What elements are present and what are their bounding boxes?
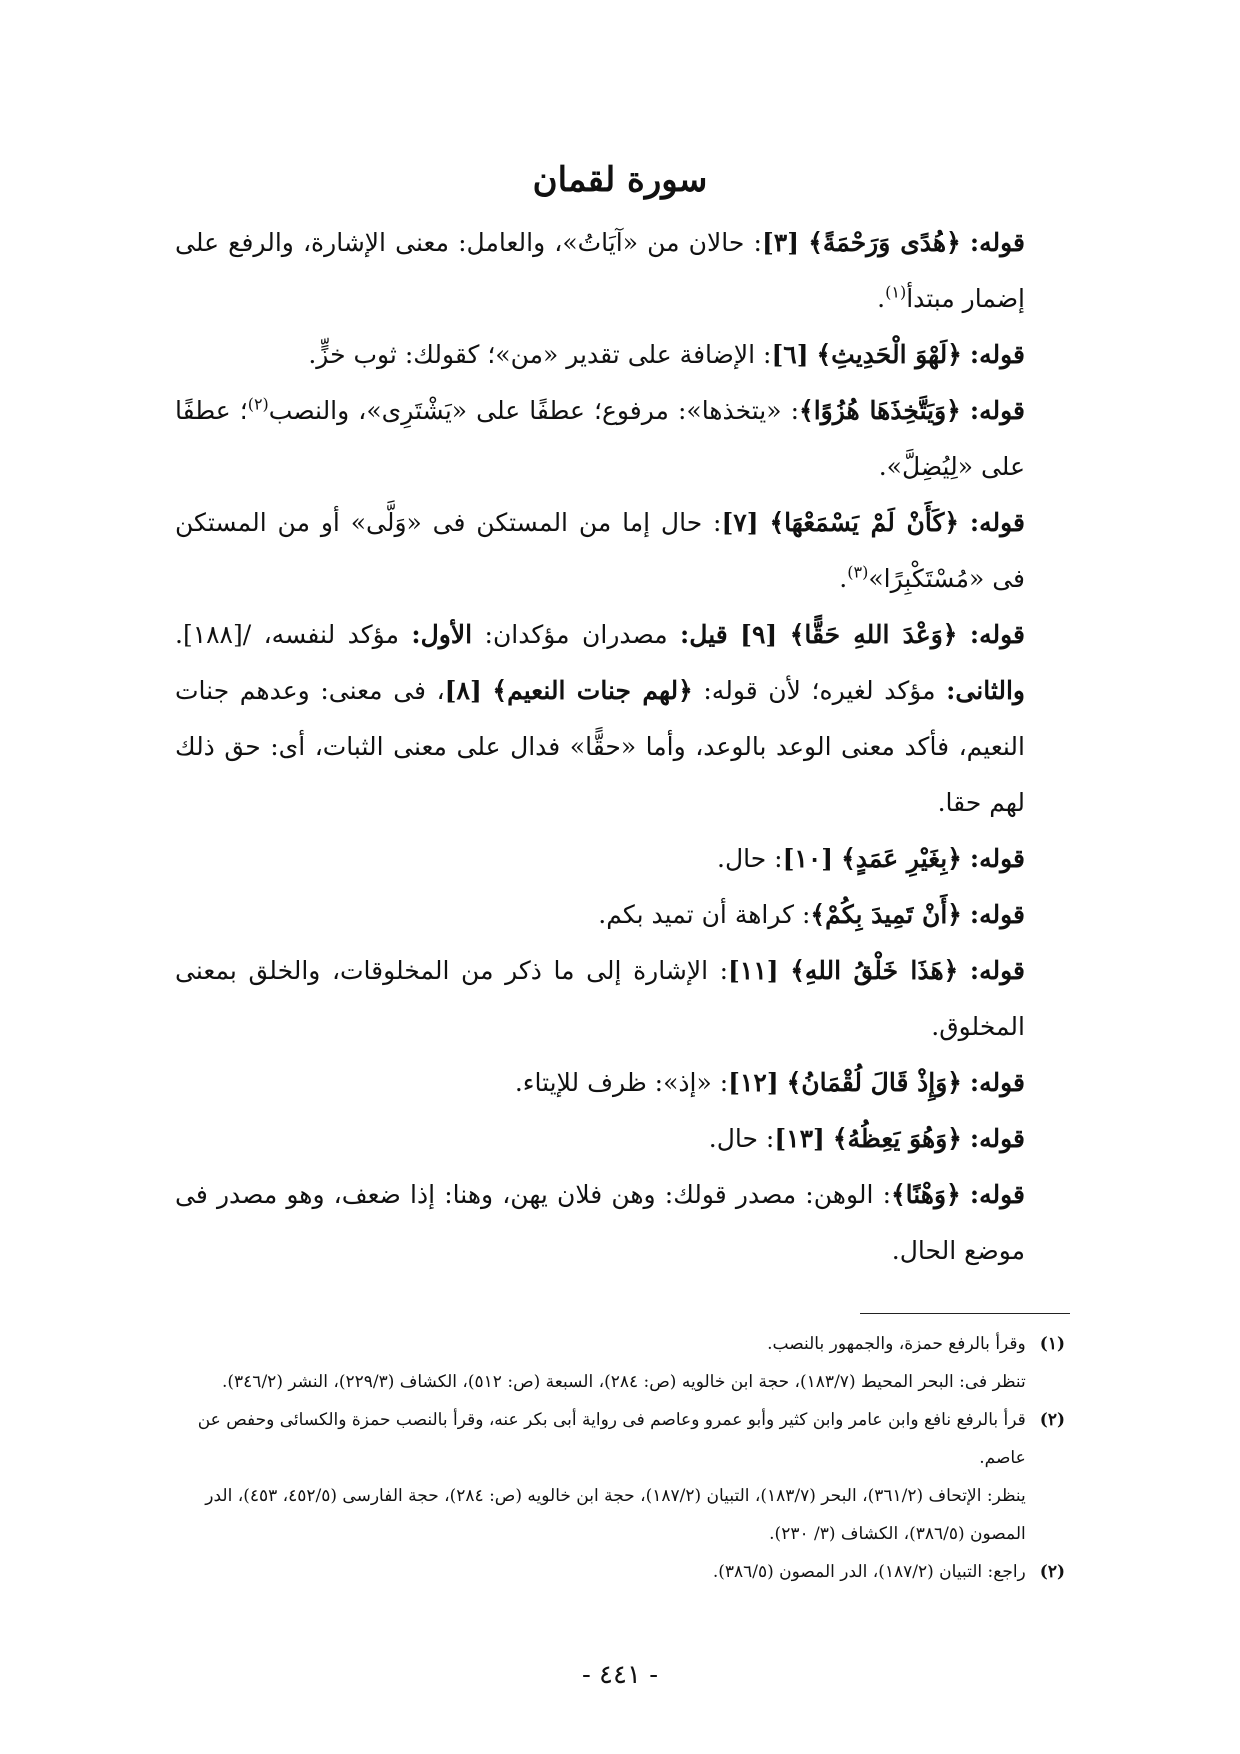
quran-phrase: ﴿هُدًى وَرَحْمَةً﴾ — [808, 228, 961, 257]
entry-text: : حال إما من المستكن فى «وَلَّى» أو من المستكن فى «مُسْتَكْبِرًا» — [175, 508, 1025, 593]
entry-tail: ؛ عطفًا على «لِيُضِلَّ». — [175, 396, 1025, 481]
quran-phrase: ﴿وَيَتَّخِذَهَا هُزُوًا﴾ — [799, 396, 961, 425]
footnote-divider — [860, 1313, 1070, 1314]
footnote-number: (١) — [1039, 1334, 1065, 1354]
footnote-line: راجع: التبيان (١٨٧/٢)، الدر المصون (٣٨٦/٥). — [712, 1562, 1026, 1582]
entry-text: : كراهة أن تميد بكم. — [598, 900, 811, 929]
entry-khalq — [175, 943, 1065, 1055]
footnote-line: قرأ بالرفع نافع وابن عامر وابن كثير وأبو عمرو وعاصم فى رواية أبى بكر عنه، وقرأ بالنصب حمزة والكسائى وحفص عن عاصم. — [197, 1410, 1026, 1468]
entry-yattakhidh — [175, 383, 1065, 495]
quran-phrase: ﴿وَعْدَ اللهِ حَقًّا﴾ — [789, 620, 958, 649]
footnote-number: (٢) — [1039, 1562, 1065, 1582]
footnote-line: وقرأ بالرفع حمزة، والجمهور بالنصب. — [767, 1334, 1026, 1354]
entry-text: : الإشارة إلى ما ذكر من المخلوقات، والخلق بمعنى المخلوق. — [175, 956, 1025, 1041]
first-label: الأول: — [411, 620, 473, 649]
entry-label: قوله: — [969, 228, 1025, 257]
entry-text: ، فى معنى: وعدهم جنات النعيم، فأكد معنى الوعد بالوعد، وأما «حقًّا» فدال على معنى الثبات، أى: حق ذلك لهم حقا. — [175, 676, 1025, 817]
entry-label: قوله: — [969, 396, 1025, 425]
entry-text: : «إذ»: ظرف للإيتاء. — [514, 1068, 729, 1097]
footnote-2 — [175, 1401, 1065, 1553]
entry-tail: . — [839, 564, 848, 593]
quran-phrase: ﴿لَهْوَ الْحَدِيثِ﴾ — [816, 340, 962, 369]
second-label: والثانى: — [946, 676, 1025, 705]
entry-label: قوله: — [969, 956, 1026, 985]
entry-tail: . — [877, 284, 886, 313]
commentary-body — [175, 215, 1065, 1279]
entry-label: قوله: — [969, 508, 1025, 537]
page-number: - ٤٤١ - — [581, 1660, 659, 1690]
entry-text: : حالان من «آيَاتُ»، والعامل: معنى الإشارة، والرفع على إضمار مبتدأ — [175, 228, 1025, 313]
verse-ref: [٦] — [771, 340, 809, 369]
quran-phrase: ﴿وَهْنًا﴾ — [891, 1180, 961, 1209]
entry-luqman — [175, 1055, 1065, 1111]
quran-phrase: ﴿وَهُوَ يَعِظُهُ﴾ — [832, 1124, 962, 1153]
footnote-line: تنظر فى: البحر المحيط (١٨٣/٧)، حجة ابن خالويه (ص: ٢٨٤)، السبعة (ص: ٥١٢)، الكشاف (٢٢٩/٣)، النشر (٣٤٦/٢). — [222, 1372, 1026, 1392]
verse-ref: [١٠] — [782, 844, 834, 873]
verse-ref: [٧] — [721, 508, 759, 537]
entry-lahw — [175, 327, 1065, 383]
footnote-marker[interactable]: (٣) — [847, 562, 869, 582]
entry-yaizuh — [175, 1111, 1065, 1167]
footnote-body — [175, 1553, 1026, 1591]
entry-label: قوله: — [969, 900, 1025, 929]
entry-wahn — [175, 1167, 1065, 1279]
entry-label: قوله: — [969, 620, 1026, 649]
footnote-line: ينظر: الإتحاف (٣٦١/٢)، البحر (١٨٣/٧)، التبيان (١٨٧/٢)، حجة ابن خالويه (ص: ٢٨٤)، حجة الفارسى (٤٥٢/٥، ٤٥٣)، الدر المصون (٣٨٦/٥)، الكشاف (٣/ ٢٣٠). — [205, 1486, 1026, 1544]
quran-phrase: ﴿لهم جنات النعيم﴾ — [492, 676, 693, 705]
entry-text: : الإضافة على تقدير «من»؛ كقولك: ثوب خزٍّ. — [308, 340, 772, 369]
entry-kaan — [175, 495, 1065, 607]
entry-label: قوله: — [969, 340, 1025, 369]
footnote-1 — [175, 1325, 1065, 1401]
footnote-body — [175, 1325, 1026, 1401]
qila-label: قيل: — [680, 620, 728, 649]
footnote-marker[interactable]: (٢) — [247, 394, 269, 414]
entry-label: قوله: — [969, 1068, 1025, 1097]
entry-label: قوله: — [969, 844, 1025, 873]
verse-ref: [١١] — [728, 956, 779, 985]
quran-phrase: ﴿كَأَنْ لَمْ يَسْمَعْهَا﴾ — [769, 508, 960, 537]
entry-label: قوله: — [969, 1180, 1025, 1209]
entry-text: مؤكد لنفسه، /[١٨٨]. — [175, 620, 399, 649]
footnote-body — [175, 1401, 1026, 1553]
entry-text: : حال. — [708, 1124, 775, 1153]
entry-tamid — [175, 887, 1065, 943]
entry-huda — [175, 215, 1065, 327]
entry-ghayr-amad — [175, 831, 1065, 887]
quran-phrase: ﴿وَإِذْ قَالَ لُقْمَانُ﴾ — [786, 1068, 962, 1097]
entry-text: مصدران مؤكدان: — [484, 620, 668, 649]
entry-label: قوله: — [969, 1124, 1025, 1153]
entry-text: : «يتخذها»: مرفوع؛ عطفًا على «يَشْتَرِى»، والنصب — [268, 396, 800, 425]
footnote-number: (٢) — [1039, 1410, 1065, 1430]
entry-text: مؤكد لغيره؛ لأن قوله: — [703, 676, 936, 705]
surah-title: سورة لقمان — [532, 160, 708, 200]
quran-phrase: ﴿أَنْ تَمِيدَ بِكُمْ﴾ — [810, 900, 962, 929]
entry-text: : الوهن: مصدر قولك: وهن فلان يهن، وهنا: إذا ضعف، وهو مصدر فى موضع الحال. — [175, 1180, 1025, 1265]
entry-wad — [175, 607, 1065, 831]
verse-ref: [٣] — [761, 228, 800, 257]
footnote-marker[interactable]: (١) — [885, 282, 907, 302]
quran-phrase: ﴿هَذَا خَلْقُ اللهِ﴾ — [790, 956, 959, 985]
footnotes — [175, 1325, 1065, 1591]
verse-ref: [١٢] — [728, 1068, 779, 1097]
verse-ref: [٨] — [444, 676, 482, 705]
footnote-3 — [175, 1553, 1065, 1591]
verse-ref: [١٣] — [774, 1124, 825, 1153]
verse-ref: [٩] — [740, 620, 778, 649]
quran-phrase: ﴿بِغَيْرِ عَمَدٍ﴾ — [841, 844, 962, 873]
entry-text: : حال. — [717, 844, 783, 873]
